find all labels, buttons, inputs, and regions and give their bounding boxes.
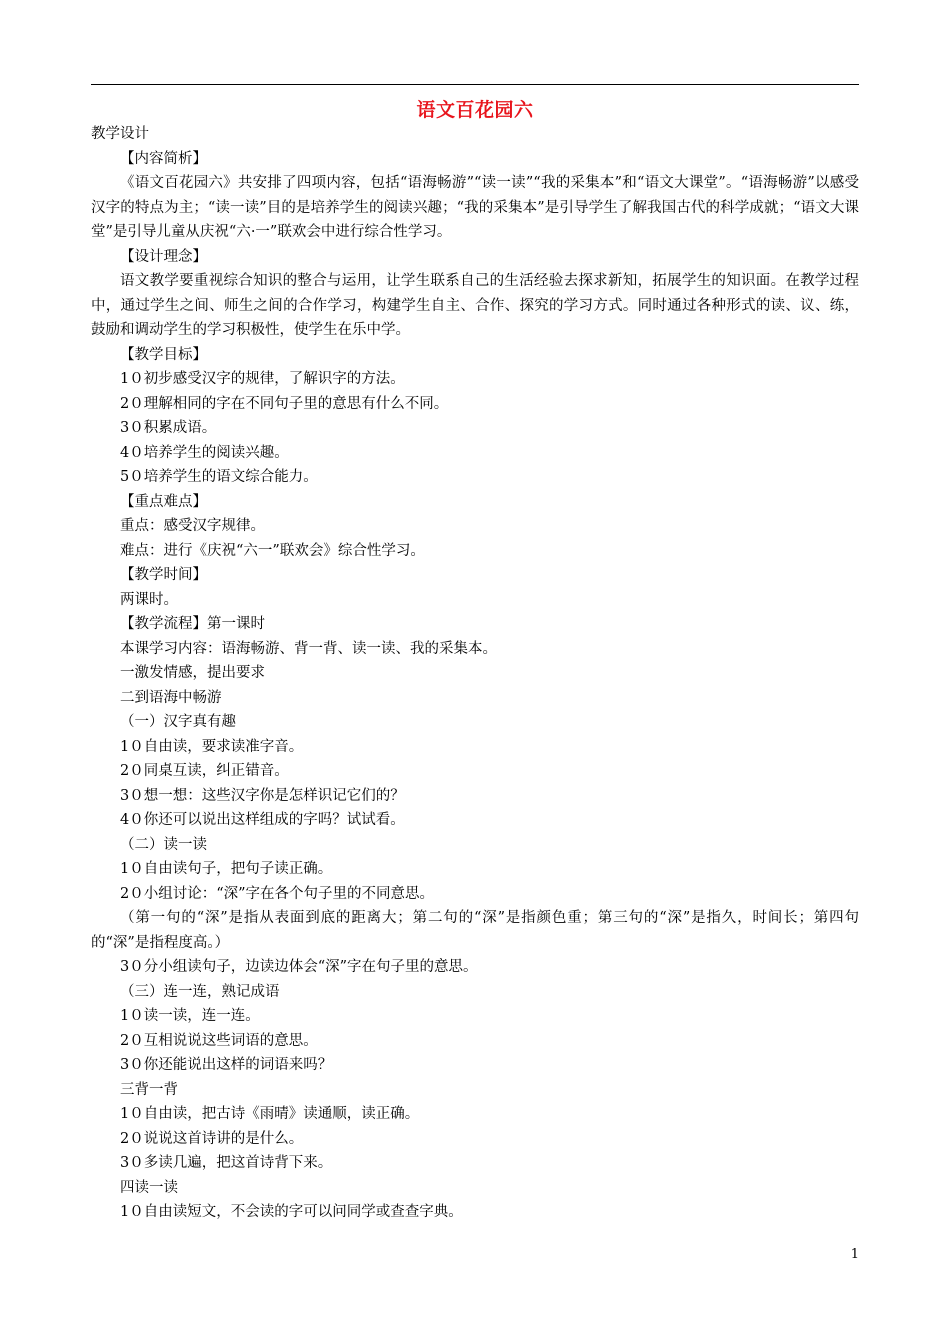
body-line: 二到语海中畅游 bbox=[120, 689, 222, 706]
body-line: 【重点难点】 bbox=[120, 493, 207, 510]
header-rule bbox=[91, 84, 859, 85]
document-body bbox=[91, 122, 859, 1225]
body-line: 1０自由读，要求读准字音。 bbox=[120, 738, 304, 755]
body-line: （一）汉字真有趣 bbox=[120, 714, 236, 730]
body-line: 1０自由读，把古诗《雨晴》读通顺，读正确。 bbox=[120, 1106, 420, 1122]
body-line: 【设计理念】 bbox=[120, 248, 207, 265]
body-line: （三）连一连，熟记成语 bbox=[120, 983, 280, 1000]
document-title: 语文百花园六 bbox=[416, 99, 534, 121]
body-line: 四读一读 bbox=[120, 1179, 178, 1196]
body-line: 两课时。 bbox=[120, 591, 178, 608]
body-line: 一激发情感，提出要求 bbox=[120, 665, 265, 681]
section-label: 教学设计 bbox=[91, 126, 149, 142]
body-line: （二）读一读 bbox=[120, 836, 207, 853]
body-line: 2０理解相同的字在不同句子里的意思有什么不同。 bbox=[120, 395, 449, 412]
body-line: 4０培养学生的阅读兴趣。 bbox=[120, 444, 289, 461]
body-paragraph: （第一句的“深”是指从表面到底的距离大；第二句的“深”是指颜色重；第三句的“深”是指久，时间长；第四句的“深”是指程度高。） bbox=[91, 910, 859, 951]
body-line: 难点：进行《庆祝“六一”联欢会》综合性学习。 bbox=[120, 542, 425, 559]
body-line: 3０你还能说出这样的词语来吗？ bbox=[120, 1057, 333, 1073]
body-line: 3０分小组读句子，边读边体会“深”字在句子里的意思。 bbox=[120, 959, 478, 975]
body-line: 【教学目标】 bbox=[120, 346, 207, 363]
body-line: 2０互相说说这些词语的意思。 bbox=[120, 1032, 318, 1049]
body-line: 3０多读几遍，把这首诗背下来。 bbox=[120, 1155, 333, 1171]
body-line: 2０小组讨论：“深”字在各个句子里的不同意思。 bbox=[120, 885, 435, 902]
body-line: 重点：感受汉字规律。 bbox=[120, 518, 265, 534]
body-paragraph: 语文教学要重视综合知识的整合与运用，让学生联系自己的生活经验去探求新知，拓展学生的知识面。在教学过程中，通过学生之间、师生之间的合作学习，构建学生自主、合作、探究的学习方式。同时通过各种形式的读、议、练，鼓励和调动学生的学习积极性，使学生在乐中学。 bbox=[91, 273, 859, 338]
page-number: 1 bbox=[850, 1247, 859, 1262]
body-line: 2０同桌互读，纠正错音。 bbox=[120, 763, 289, 779]
body-line: 本课学习内容：语海畅游、背一背、读一读、我的采集本。 bbox=[120, 640, 497, 657]
body-line: 1０读一读，连一连。 bbox=[120, 1008, 260, 1024]
body-line: 5０培养学生的语文综合能力。 bbox=[120, 469, 318, 485]
body-line: 2０说说这首诗讲的是什么。 bbox=[120, 1130, 304, 1147]
body-line: 1０自由读句子，把句子读正确。 bbox=[120, 861, 333, 877]
body-line: 1０自由读短文，不会读的字可以问同学或查查字典。 bbox=[120, 1204, 463, 1220]
body-line: 1０初步感受汉字的规律，了解识字的方法。 bbox=[120, 371, 405, 387]
body-line: 3０积累成语。 bbox=[120, 420, 217, 436]
body-line: 【教学时间】 bbox=[120, 567, 207, 583]
body-paragraph: 《语文百花园六》共安排了四项内容，包括“语海畅游”“读一读”“我的采集本”和“语文大课堂”。“语海畅游”以感受汉字的特点为主；“读一读”目的是培养学生的阅读兴趣；“我的采集本”是引导学生了解我国古代的科学成就；“语文大课堂”是引导儿童从庆祝“六·一”联欢会中进行综合性学习。 bbox=[91, 175, 859, 240]
body-line: 3０想一想：这些汉字你是怎样识记它们的？ bbox=[120, 787, 405, 804]
body-line: 【内容简析】 bbox=[120, 150, 207, 167]
body-line: 【教学流程】第一课时 bbox=[120, 616, 265, 632]
body-line: 三背一背 bbox=[120, 1081, 178, 1098]
body-line: 4０你还可以说出这样组成的字吗？试试看。 bbox=[120, 812, 405, 828]
